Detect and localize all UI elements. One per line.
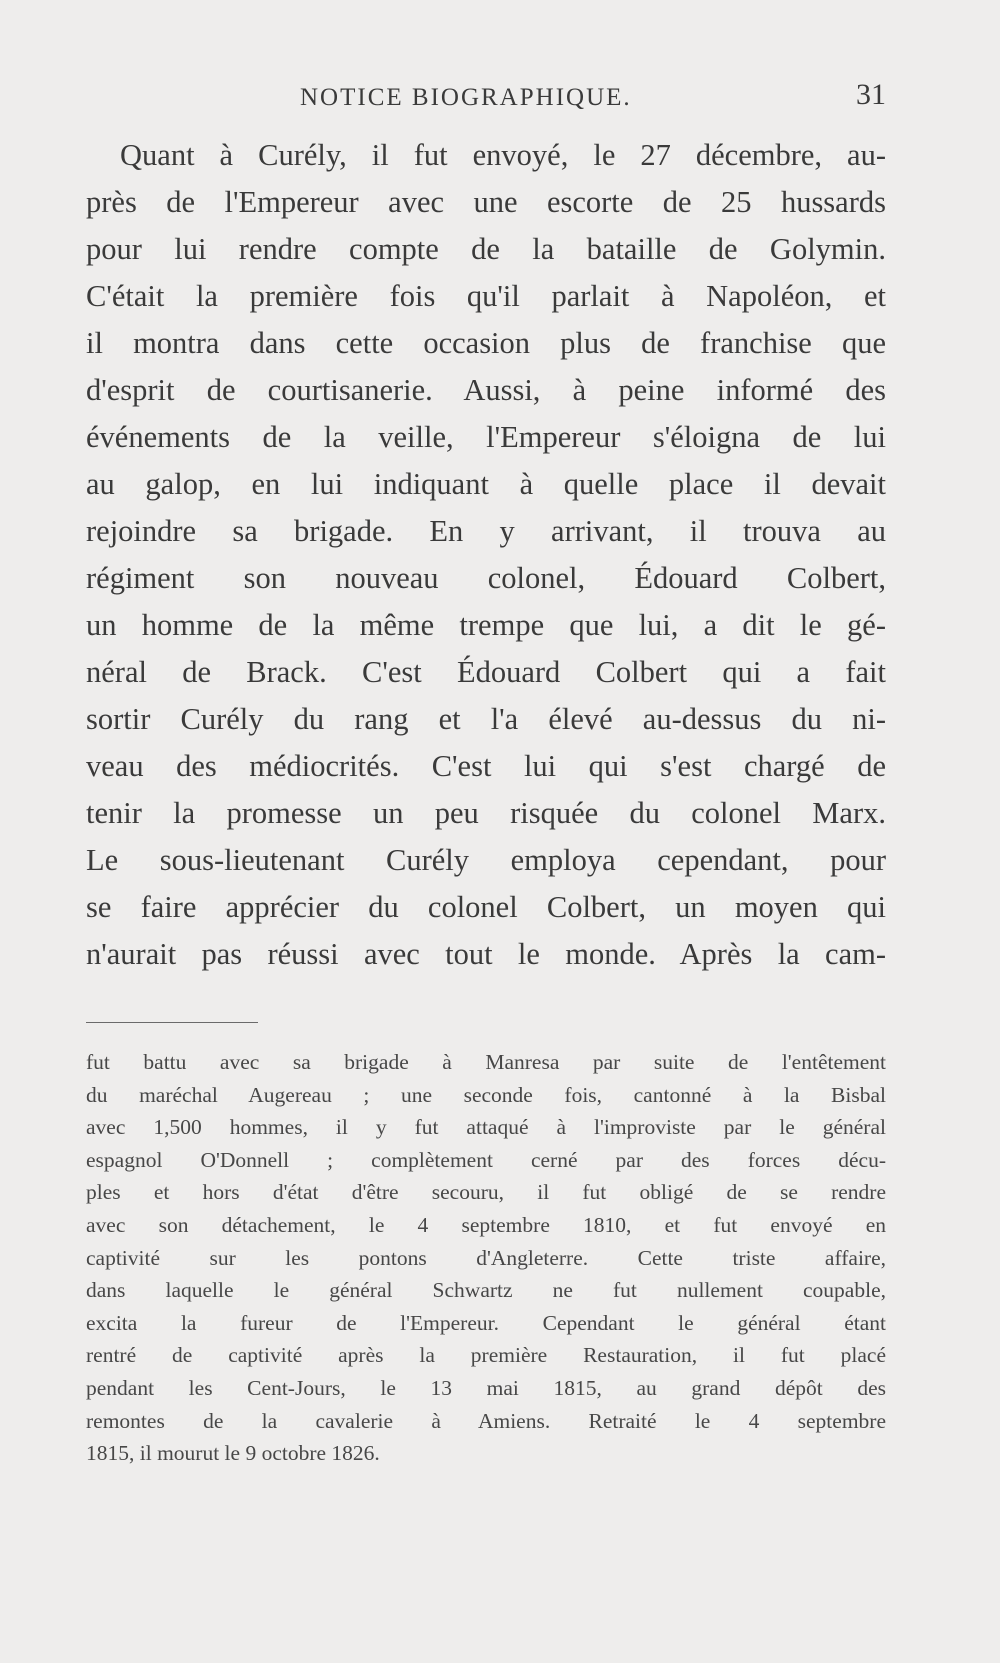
text-line: Quant à Curély, il fut envoyé, le 27 décembre, au-: [120, 138, 886, 172]
footnote-line: pendant les Cent-Jours, le 13 mai 1815, au grand dépôt des: [86, 1375, 886, 1400]
footnote-line: rentré de captivité après la première Restauration, il fut placé: [86, 1343, 886, 1368]
footnote-line: remontes de la cavalerie à Amiens. Retraité le 4 septembre: [86, 1408, 886, 1433]
page-number: 31: [856, 78, 886, 111]
text-line: C'était la première fois qu'il parlait à Napoléon, et: [86, 279, 886, 313]
text-line: près de l'Empereur avec une escorte de 25 hussards: [86, 185, 886, 219]
footnote-line: excita la fureur de l'Empereur. Cependant le général étant: [86, 1310, 886, 1335]
page-header: [86, 78, 886, 118]
text-line: il montra dans cette occasion plus de franchise que: [86, 326, 886, 360]
text-line: sortir Curély du rang et l'a élevé au-dessus du ni-: [86, 702, 886, 736]
text-line: veau des médiocrités. C'est lui qui s'est chargé de: [86, 749, 886, 783]
text-line: néral de Brack. C'est Édouard Colbert qui a fait: [86, 655, 886, 689]
text-line: tenir la promesse un peu risquée du colonel Marx.: [86, 796, 886, 830]
footnote-line: avec 1,500 hommes, il y fut attaqué à l'improviste par le général: [86, 1115, 886, 1140]
text-line: pour lui rendre compte de la bataille de Golymin.: [86, 232, 886, 266]
text-line: événements de la veille, l'Empereur s'éloigna de lui: [86, 420, 886, 454]
footnote-line: dans laquelle le général Schwartz ne fut nullement coupable,: [86, 1278, 886, 1303]
text-line: rejoindre sa brigade. En y arrivant, il trouva au: [86, 514, 886, 548]
footnote-line: captivité sur les pontons d'Angleterre. Cette triste affaire,: [86, 1245, 886, 1270]
main-paragraph: [86, 132, 886, 978]
text-line: Le sous-lieutenant Curély employa cependant, pour: [86, 843, 886, 877]
footnote-line: espagnol O'Donnell ; complètement cerné par des forces décu-: [86, 1147, 886, 1172]
text-line: n'aurait pas réussi avec tout le monde. Après la cam-: [86, 937, 886, 971]
footnote: [86, 1046, 886, 1470]
text-line: au galop, en lui indiquant à quelle place il devait: [86, 467, 886, 501]
text-line: régiment son nouveau colonel, Édouard Colbert,: [86, 561, 886, 595]
footnote-separator: [86, 1022, 258, 1023]
footnote-line: avec son détachement, le 4 septembre 1810, et fut envoyé en: [86, 1212, 886, 1237]
footnote-line: du maréchal Augereau ; une seconde fois, cantonné à la Bisbal: [86, 1082, 886, 1107]
footnote-line: fut battu avec sa brigade à Manresa par suite de l'entêtement: [86, 1050, 886, 1074]
footnote-line: ples et hors d'état d'être secouru, il fut obligé de se rendre: [86, 1180, 886, 1205]
footnote-line: 1815, il mourut le 9 octobre 1826.: [86, 1441, 380, 1466]
running-title: NOTICE BIOGRAPHIQUE.: [300, 84, 632, 111]
text-line: d'esprit de courtisanerie. Aussi, à peine informé des: [86, 373, 886, 407]
text-line: un homme de la même trempe que lui, a dit le gé-: [86, 608, 886, 642]
text-line: se faire apprécier du colonel Colbert, un moyen qui: [86, 890, 886, 924]
